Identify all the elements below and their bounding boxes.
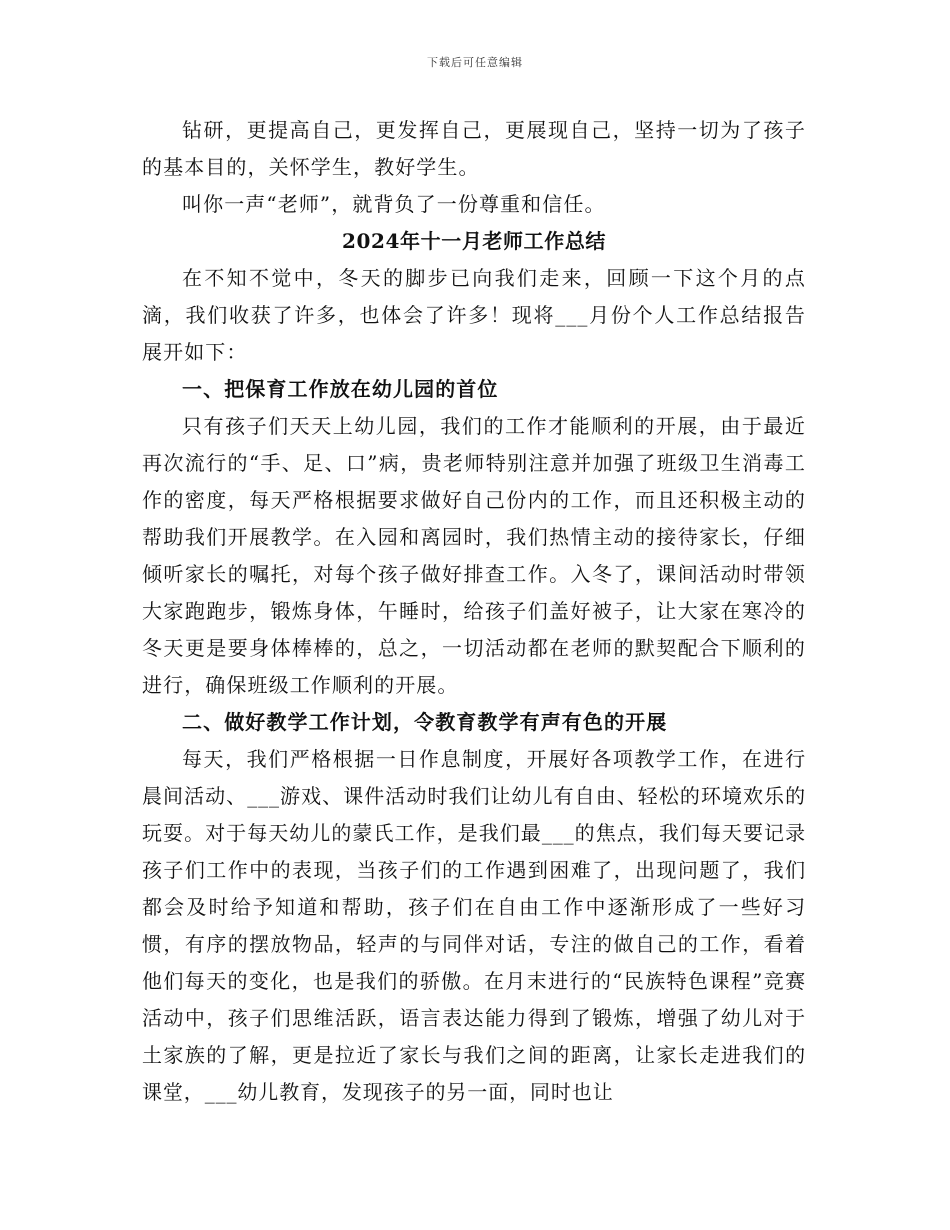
document-title: 2024年十一月老师工作总结: [341, 229, 607, 253]
section-heading-2: 二、做好教学工作计划，令教育教学有声有色的开展: [182, 710, 668, 734]
section-body-1: 只有孩子们天天上幼儿园，我们的工作才能顺利的开展，由于最近再次流行的“手、足、口”病，贵老师特别注意并加强了班级卫生消毒工作的密度，每天严格根据要求做好自己份内的工作，而且还积极主动的帮助我们开展教学。在入园和离园时，我们热情主动的接待家长，仔细倾听家长的嘱托，对每个孩子做好排查工作。入冬了，课间活动时带领大家跑跑步，锻炼身体，午睡时，给孩子们盖好被子，让大家在寒冷的冬天更是要身体棒棒的，总之，一切活动都在老师的默契配合下顺利的进行，确保班级工作顺利的开展。: [142, 414, 806, 697]
section-body-2: 每天，我们严格根据一日作息制度，开展好各项教学工作，在进行晨间活动、___游戏、课件活动时我们让幼儿有自由、轻松的环境欢乐的玩耍。对于每天幼儿的蒙氏工作，是我们最___的焦点，我们每天要记录孩子们工作中的表现，当孩子们的工作遇到困难了，出现问题了，我们都会及时给予知道和帮助，孩子们在自由工作中逐渐形成了一些好习惯，有序的摆放物品，轻声的与同伴对话，专注的做自己的工作，看着他们每天的变化，也是我们的骄傲。在月末进行的“民族特色课程”竞赛活动中，孩子们思维活跃，语言表达能力得到了锻炼，增强了幼儿对于土家族的了解，更是拉近了家长与我们之间的距离，让家长走进我们的课堂，___幼儿教育，发现孩子的另一面，同时也让: [142, 747, 806, 1104]
document-body: [142, 112, 806, 1111]
page-header-note: 下载后可任意编辑: [427, 56, 523, 69]
intro-paragraph-2: 叫你一声“老师”，就背负了一份尊重和信任。: [182, 192, 606, 216]
opening-paragraph: 在不知不觉中，冬天的脚步已向我们走来，回顾一下这个月的点滴，我们收获了许多，也体会了许多！现将___月份个人工作总结报告展开如下：: [142, 266, 806, 364]
section-heading-1: 一、把保育工作放在幼儿园的首位: [182, 377, 499, 401]
intro-paragraph-1: 钻研，更提高自己，更发挥自己，更展现自己，坚持一切为了孩子的基本目的，关怀学生，教好学生。: [142, 118, 806, 179]
